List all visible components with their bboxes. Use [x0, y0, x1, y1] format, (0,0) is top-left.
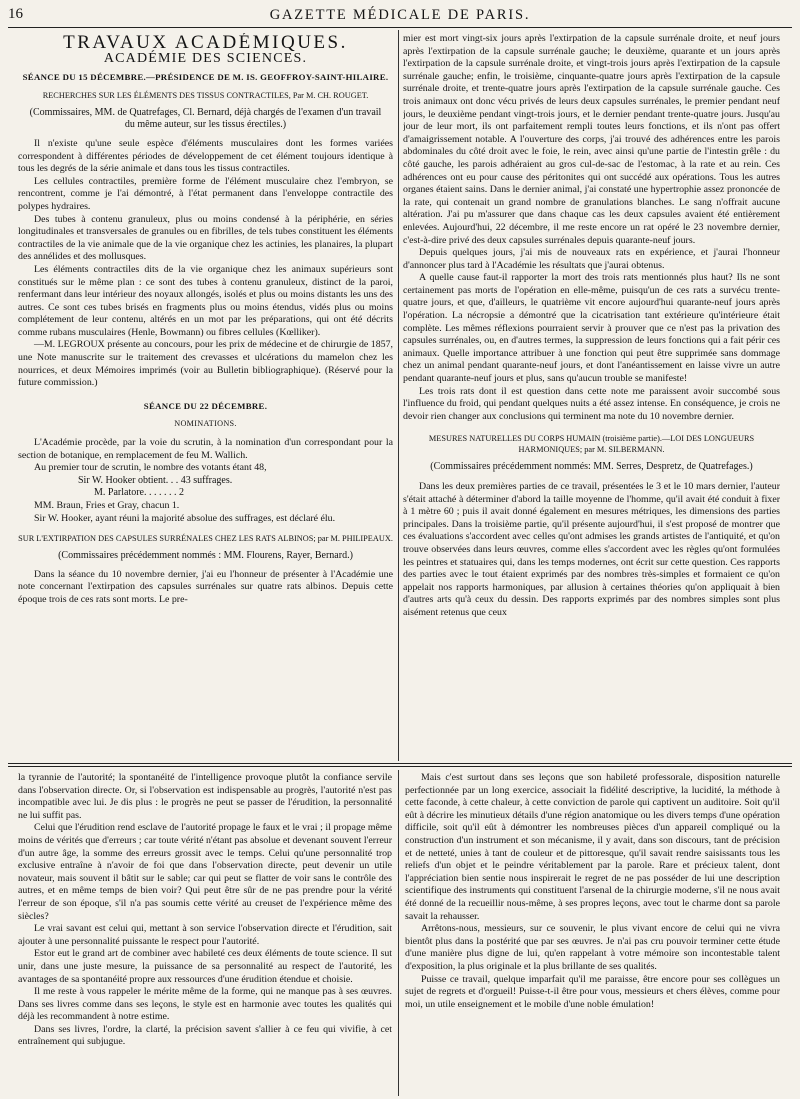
- rubric-title: TRAVAUX ACADÉMIQUES.: [63, 33, 348, 53]
- running-header: [8, 6, 792, 26]
- paragraph: L'Académie procède, par la voie du scrutin, à la nomination d'un correspondant pour la section de botanique, en remplacement de feu M. Wallich.: [18, 437, 393, 461]
- paragraph: Au premier tour de scrutin, le nombre des votants étant 48,: [34, 462, 267, 474]
- paragraph: Dans la séance du 10 novembre dernier, j'ai eu l'honneur de présenter à l'Académie une note concernant l'extirpation des capsules surrénales sur quatre rats albinos. Depuis cette époque trois de ces rats sont morts. Le pre-: [18, 568, 393, 605]
- article-commission: (Commissaires précédemment nommés : MM. Flourens, Rayer, Bernard.): [58, 550, 353, 562]
- session-heading: SÉANCE DU 15 DÉCEMBRE.—PRÉSIDENCE DE M. IS. GEOFFROY-SAINT-HILAIRE.: [22, 72, 389, 83]
- paragraph: Puisse ce travail, quelque imparfait qu'il me paraisse, être encore pour ses collègues un sujet de regrets et d'orgueil! Puisse-t-il être pour vous, messieurs et chers élèves, comme pour moi, un utile enseignement et le mobile d'une noble émulation!: [405, 973, 780, 1010]
- column-rule-top: [398, 30, 399, 761]
- column-left-bottom: [18, 772, 392, 1094]
- paragraph: Sir W. Hooker, ayant réuni la majorité absolue des suffrages, est déclaré élu.: [34, 512, 336, 524]
- paragraph: Des tubes à contenu granuleux, plus ou moins condensé à la périphérie, en séries longitudinales et transversales de granules ou en fibrilles, de tels tubes constituent les éléments contractiles de la vie animale que de la vie organique chez les actinies, les planaires, la plupart des annélides et des mollusques.: [18, 213, 393, 263]
- paragraph: Mais c'est surtout dans ses leçons que son habileté professorale, disposition naturelle perfectionnée par un long exercice, associait la fidélité descriptive, la lucidité, la méthode à cette faconde, à cette chaleur, à cette conviction de parole qui captivent un auditoire. Soit qu'il eût à décrire les minutieux détails d'une région anatomique ou les divers temps d'une opération difficile, soit qu'il eût à démontrer les nombreuses pièces d'un appareil compliqué ou la construction d'un instrument et son mécanisme, il y avait, dans son discours, tant de précision et de netteté, unies à tant de couleur et de pittoresque, qu'il savait rendre saisissants tous les reliefs d'un objet et le peindre véritablement par la parole. Rare et précieux talent, dont l'appréciation bien sentie nous inspirerait le regret de ne pas posséder de lui une description scientifique des instruments qui constituent l'arsenal de la chirurgie moderne, s'il ne nous avait été donné de la recueillir nous-même, à ses propres leçons, avec tout le charme dont sa parole savait la rehausser.: [405, 772, 780, 922]
- vote-line: M. Parlatore. . . . . . . 2: [94, 487, 184, 499]
- header-rule: [8, 27, 792, 28]
- column-left-top: [18, 33, 393, 761]
- session-heading-second: SÉANCE DU 22 DÉCEMBRE.: [143, 400, 268, 411]
- nominations-heading: NOMINATIONS.: [174, 419, 237, 429]
- paragraph: la tyrannie de l'autorité; la spontanéité de l'intelligence provoque plutôt la confiance servile dans l'observation directe. Or, si l'observation est indispensable au progrès, l'autorité n'est pas incompatible avec lui. Je dis plus : le progrès ne peut se passer de l'érudition, la personnalité ne lui suffit pas.: [18, 772, 392, 821]
- section-title: ACADÉMIE DES SCIENCES.: [103, 50, 308, 66]
- paragraph: Dans ses livres, l'ordre, la clarté, la précision savent s'allier à ce feu qui vivifie, à cet entraînement qui subjugue.: [18, 1023, 392, 1048]
- column-right-bottom: [405, 772, 780, 1094]
- paragraph: —M. LEGROUX présente au concours, pour les prix de médecine et de chirurgie de 1857, une Note manuscrite sur le traitement des crevasses et ulcérations du mamelon chez les nourrices, et deux Mémoires imprimés (voir au Bulletin bibliographique). (Réservé pour la future commission.): [18, 339, 393, 389]
- paragraph: Dans les deux premières parties de ce travail, présentées le 3 et le 10 mars dernier, l'auteur s'était attaché à déterminer d'abord la taille moyenne de l'homme, qu'il avait été conduit à fixer à 1 mètre 60 ; puis il avait donné également en mesures métriques, les dimensions des parties principales. Dans la troisième partie, qu'il présente aujourd'hui, il s'est proposé de montrer que ces évaluations s'accordent avec celles qu'ont admises les grands artistes de l'antiquité, et qu'on trouve observées dans leurs œuvres, comme elles s'accordent avec les règles qu'ont formulées les peintres et statuaires qui, dans les temps modernes, ont écrit sur cette question. Ces rapports des parties avec le tout étaient exprimés par des nombres très-simples et formaient ce qu'on appelait nos rapports harmoniques, par allusion à certaines théories qu'on appliquait à bien d'autres arts qu'à ceux du dessin. Des rapports exprimés par des nombres simples sont plus aisément retenus que ceux: [403, 481, 780, 618]
- journal-title: GAZETTE MÉDICALE DE PARIS.: [269, 7, 531, 23]
- paragraph: Il n'existe qu'une seule espèce d'éléments musculaires dont les formes variées correspondent à différentes périodes de développement de cet élément toujours identique à tous les degrés de la série animale et dans tous les tissus contractiles.: [18, 137, 393, 175]
- paragraph: Le vrai savant est celui qui, mettant à son service l'observation directe et l'érudition, sait ajouter à une personnalité puissante le respect pour l'autorité.: [18, 923, 392, 947]
- paragraph: Les éléments contractiles dits de la vie organique chez les animaux supérieurs sont constitués sur le même plan : ce sont des tubes à contenu granuleux, distinct de la paroi, renfermant dans leur intérieur des noyaux allongés, isolés et plus ou moins distants les uns des autres. Ce sont ces tubes brisés en fragments plus ou moins étendus, vidés plus ou moins complétement de leur contenu, altérés en un mot par les préparations, qui ont été décrits comme rubans musculaires (Henle, Bowmann) ou fibres cellules (Kœlliker).: [18, 263, 393, 338]
- vote-line: Sir W. Hooker obtient. . . 43 suffrages.: [78, 474, 233, 486]
- section-divider-second: [8, 766, 792, 767]
- paragraph: Arrêtons-nous, messieurs, sur ce souvenir, le plus vivant encore de celui qui ne vivra bientôt plus dans la postérité que par ses œuvres. Je n'ai pas cru pouvoir terminer cette étude d'une manière plus digne de lui, qu'en rappelant à votre mémoire son incontestable talent d'exposition, la plus originale et la plus brillante de ses qualités.: [405, 923, 780, 972]
- article-title: RECHERCHES SUR LES ÉLÉMENTS DES TISSUS CONTRACTILES, Par M. CH. ROUGET.: [42, 90, 369, 100]
- section-divider: [8, 763, 792, 764]
- article-title: MESURES NATURELLES DU CORPS HUMAIN (troisième partie).—LOI DES LONGUEURS HARMONIQUES; par M. SILBERMANN.: [428, 434, 755, 455]
- paragraph: Les cellules contractiles, première forme de l'élément musculaire chez l'embryon, se rencontrent, comme je l'ai démontré, à l'état permanent dans l'enveloppe contractile des polypes hydraires.: [18, 175, 393, 212]
- article-commission: (Commissaires précédemment nommés: MM. Serres, Despretz, de Quatrefages.): [430, 461, 753, 473]
- paragraph: Depuis quelques jours, j'ai mis de nouveaux rats en expérience, et j'aurai l'honneur d'annoncer plus tard à l'Académie les résultats que j'aurai obtenus.: [403, 247, 780, 271]
- column-right-top: [403, 33, 780, 761]
- page-number: 16: [8, 6, 23, 22]
- paragraph: Estor eut le grand art de combiner avec habileté ces deux éléments de toute science. Il sut unir, dans une juste mesure, la puissance de sa personnalité au respect de l'autorité, les avantages de sa spontanéité propre aux ressources d'une érudition étendue et choisie.: [18, 948, 392, 985]
- paragraph: Il me reste à vous rappeler le mérite même de la forme, qui ne manque pas à ses œuvres. Dans ses livres comme dans ses leçons, le style est en harmonie avec toutes les qualités qui déjà les recommandent à notre estime.: [18, 986, 392, 1023]
- paragraph: A quelle cause faut-il rapporter la mort des trois rats mentionnés plus haut? Ils ne sont certainement pas morts de l'opération en elle-même, puisqu'un de ces rats a survécu trente-quatre jours, et que, d'ailleurs, le quatrième vit encore aujourd'hui quarante-neuf jours après l'opération. La nécropsie a démontré que la cicatrisation tant extérieure qu'intérieure était complète. Les mêmes réflexions pourraient servir à prouver que ce n'est pas la privation des capsules surrénales, ou, en d'autres termes, la suppression de leurs fonctions qui a fait périr ces animaux. Quelle importance attribuer à une fonction qui peut être supprimée sans dommage chez un animal pendant quarante-neuf jours, et dont l'anéantissement en laisse vivre un autre pendant quarante-neuf jours et plus, sans qu'aucun trouble se manifeste!: [403, 272, 780, 385]
- article-title: SUR L'EXTIRPATION DES CAPSULES SURRÉNALES CHEZ LES RATS ALBINOS; par M. PHILIPEAUX.: [18, 534, 393, 544]
- paragraph: mier est mort vingt-six jours après l'extirpation de la capsule surrénale droite, et neuf jours après l'extirpation de la capsule surrénale gauche; le deuxième, quarante et un jours après l'extirpation de la capsule surrénale droite, et vingt-trois jours après l'extirpation de la capsule surrénale gauche; enfin, le troisième, cinquante-quatre jours après l'extirpation de la capsule surrénale droite, et trente-quatre jours après l'extirpation de la capsule surrénale gauche. Ces trois animaux ont donc vécu privés de leurs deux capsules surrénales, le premier pendant neuf jours, le deuxième pendant vingt-trois jours, et le dernier pendant trente-quatre jours. Jusqu'au jour de leur mort, ils ont parfaitement rempli toutes leurs fonctions, et ils n'ont pas offert d'amaigrissement notable. A l'ouverture des corps, j'ai trouvé des adhérences entre les parois abdominales du côté droit avec le foie, le rein, avec ainsi qu'une partie de l'intestin grêle : du côté gauche, les parois adhéraient au gros cul-de-sac de l'estomac, à la rate et au rein. Ces adhérences ont eu pour cause des péritonites qui ont succédé aux opérations. Tous les autres organes étaient sains. Dans le dernier animal, j'ai constaté une hypertrophie assez prononcée de la rate, qui contenait un grand nombre de granulations blanches. Le sang n'offrait aucune altération. J'ai pu m'assurer que dans chaque cas les deux capsules avaient été entièrement enlevées. Aujourd'hui, 22 décembre, il me reste encore un rat opéré le 23 novembre dernier, c'est-à-dire privé des deux capsules surrénales depuis quarante-neuf jours.: [403, 33, 780, 246]
- article-commission: (Commissaires, MM. de Quatrefages, Cl. Bernard, déjà chargés de l'examen d'un travail du même auteur, sur les tissus érectiles.): [29, 106, 382, 131]
- paragraph: Celui que l'érudition rend esclave de l'autorité propage le faux et le vrai ; il propage même moins de vérités que d'erreurs ; car toute vérité n'étant pas absolue et devenant souvent l'erreur d'un autre âge, la somme des erreurs grossit avec le temps. Celui qu'une personnalité trop exclusive entraîne à n'avoir de foi que dans l'observation directe, peut devenir un utile novateur, mais souvent il bâtit sur le sable; car qui peut se flatter de voir sans le contrôle des autres, et en même temps de bien voir? Qui peut être sûr de ne pas prendre pour la vérité l'erreur de son époque, s'il n'a pas soumis cette vérité au creuset de l'expérience même des siècles?: [18, 822, 392, 922]
- column-rule-bottom: [398, 770, 399, 1096]
- paragraph: Les trois rats dont il est question dans cette note me paraissent avoir succombé sous l'influence du froid, qui pendant quelques nuits a été assez intense. En conséquence, je crois ne devoir rien changer aux conclusions qui terminent ma note du 10 novembre dernier.: [403, 385, 780, 422]
- paragraph: MM. Braun, Fries et Gray, chacun 1.: [34, 500, 180, 511]
